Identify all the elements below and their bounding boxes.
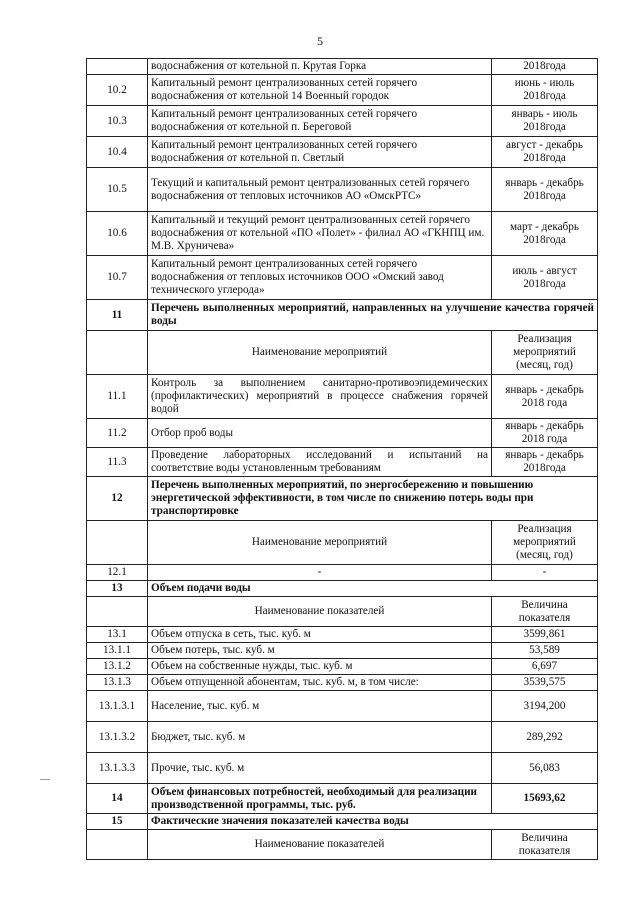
header-blank: [87, 331, 148, 375]
table-row: [87, 643, 598, 659]
row-text: Население, тыс. куб. м: [148, 691, 492, 722]
header-blank: [87, 521, 148, 565]
header-blank: [87, 830, 148, 860]
header-period: Реализация мероприятий (месяц, год): [492, 331, 598, 375]
row-number: 13.1: [87, 627, 148, 643]
section-title: Объем финансовых потребностей, необходимый для реализации производственной программы, тыс. руб.: [148, 784, 492, 814]
table-row: [87, 691, 598, 722]
row-number: 13.1.2: [87, 659, 148, 675]
section-title-row: [87, 581, 598, 597]
table-row: [87, 75, 598, 106]
table-header-row: [87, 597, 598, 627]
page-number: 5: [317, 34, 323, 48]
row-number: 13.1.3.3: [87, 753, 148, 784]
row-value: 3599,861: [492, 627, 598, 643]
row-value: 56,083: [492, 753, 598, 784]
table-header-row: [87, 521, 598, 565]
row-period: январь - июль 2018года: [492, 106, 598, 137]
row-value: 53,589: [492, 643, 598, 659]
header-name: Наименование мероприятий: [148, 331, 492, 375]
section-title-row: [87, 814, 598, 830]
row-text: Проведение лабораторных исследований и испытаний на соответствие воды установленным требованиям: [148, 448, 492, 477]
section-title-row: [87, 477, 598, 521]
header-value: Величина показателя: [492, 830, 598, 860]
row-number: 11.3: [87, 448, 148, 477]
row-text: Капитальный ремонт централизованных сетей горячего водоснабжения от котельной п. Светлый: [148, 137, 492, 168]
header-blank: [87, 597, 148, 627]
row-number: [87, 59, 148, 75]
header-period: Реализация мероприятий (месяц, год): [492, 521, 598, 565]
row-number: 10.5: [87, 168, 148, 212]
row-period: август - декабрь 2018года: [492, 137, 598, 168]
financial-value: 15693,62: [492, 784, 598, 814]
table-row: [87, 627, 598, 643]
margin-mark: [40, 779, 50, 780]
row-number: 12.1: [87, 565, 148, 581]
table-header-row: [87, 830, 598, 860]
row-period: -: [492, 565, 598, 581]
table-row: [87, 168, 598, 212]
row-period: июль - август 2018года: [492, 256, 598, 300]
section-title: Фактические значения показателей качества воды: [148, 814, 598, 830]
header-name: Наименование показателей: [148, 830, 492, 860]
program-table: [86, 58, 598, 860]
row-text: Капитальный ремонт централизованных сетей горячего водоснабжения от котельной 14 Военный городок: [148, 75, 492, 106]
section-title-row: [87, 300, 598, 331]
section-title: Перечень выполненных мероприятий, по энергосбережению и повышению энергетической эффективности, в том числе по снижению потерь воды при транспортировке: [148, 477, 598, 521]
row-text: Капитальный ремонт централизованных сетей горячего водоснабжения от тепловых источников ООО «Омский завод технического углерода»: [148, 256, 492, 300]
row-text: -: [148, 565, 492, 581]
section-title-row: [87, 784, 598, 814]
section-number: 15: [87, 814, 148, 830]
row-text: Объем отпуска в сеть, тыс. куб. м: [148, 627, 492, 643]
row-period: июнь - июль 2018года: [492, 75, 598, 106]
row-period: январь - декабрь 2018 года: [492, 419, 598, 448]
row-period: январь - декабрь 2018года: [492, 448, 598, 477]
row-number: 13.1.3: [87, 675, 148, 691]
table-row: [87, 722, 598, 753]
row-text: Прочие, тыс. куб. м: [148, 753, 492, 784]
row-number: 13.1.3.1: [87, 691, 148, 722]
table-row: [87, 212, 598, 256]
table-row: [87, 137, 598, 168]
table-row: [87, 448, 598, 477]
row-value: 3539,575: [492, 675, 598, 691]
table-row: [87, 565, 598, 581]
header-name: Наименование показателей: [148, 597, 492, 627]
row-text: Объем отпущенной абонентам, тыс. куб. м, в том числе:: [148, 675, 492, 691]
row-period: январь - декабрь 2018года: [492, 168, 598, 212]
row-number: 11.1: [87, 375, 148, 419]
section-title: Объем подачи воды: [148, 581, 598, 597]
table-row: [87, 675, 598, 691]
header-value: Величина показателя: [492, 597, 598, 627]
table-row: [87, 59, 598, 75]
row-value: 6,697: [492, 659, 598, 675]
table-row: [87, 753, 598, 784]
row-text: Капитальный ремонт централизованных сетей горячего водоснабжения от котельной п. Береговой: [148, 106, 492, 137]
section-number: 12: [87, 477, 148, 521]
row-value: 3194,200: [492, 691, 598, 722]
row-number: 10.3: [87, 106, 148, 137]
row-text: Текущий и капитальный ремонт централизованных сетей горячего водоснабжения от тепловых источников АО «ОмскРТС»: [148, 168, 492, 212]
row-text: водоснабжения от котельной п. Крутая Горка: [148, 59, 492, 75]
row-number: 10.4: [87, 137, 148, 168]
row-number: 13.1.3.2: [87, 722, 148, 753]
row-period: март - декабрь 2018года: [492, 212, 598, 256]
section-title: Перечень выполненных мероприятий, направленных на улучшение качества горячей воды: [148, 300, 598, 331]
row-text: Контроль за выполнением санитарно-противоэпидемических (профилактических) мероприятий в процессе снабжения горячей водой: [148, 375, 492, 419]
table-header-row: [87, 331, 598, 375]
row-period: январь - декабрь 2018 года: [492, 375, 598, 419]
row-text: Бюджет, тыс. куб. м: [148, 722, 492, 753]
row-number: 10.7: [87, 256, 148, 300]
section-number: 13: [87, 581, 148, 597]
section-number: 14: [87, 784, 148, 814]
row-text: Отбор проб воды: [148, 419, 492, 448]
table-row: [87, 419, 598, 448]
row-period: 2018года: [492, 59, 598, 75]
row-text: Капитальный и текущий ремонт централизованных сетей горячего водоснабжения от котельной «ПО «Полет» - филиал АО «ГКНПЦ им. М.В. Хруничева»: [148, 212, 492, 256]
table-row: [87, 375, 598, 419]
row-text: Объем на собственные нужды, тыс. куб. м: [148, 659, 492, 675]
table-row: [87, 106, 598, 137]
row-number: 13.1.1: [87, 643, 148, 659]
row-number: 10.2: [87, 75, 148, 106]
row-text: Объем потерь, тыс. куб. м: [148, 643, 492, 659]
section-number: 11: [87, 300, 148, 331]
table-row: [87, 659, 598, 675]
row-number: 11.2: [87, 419, 148, 448]
header-name: Наименование мероприятий: [148, 521, 492, 565]
row-value: 289,292: [492, 722, 598, 753]
row-number: 10.6: [87, 212, 148, 256]
table-row: [87, 256, 598, 300]
